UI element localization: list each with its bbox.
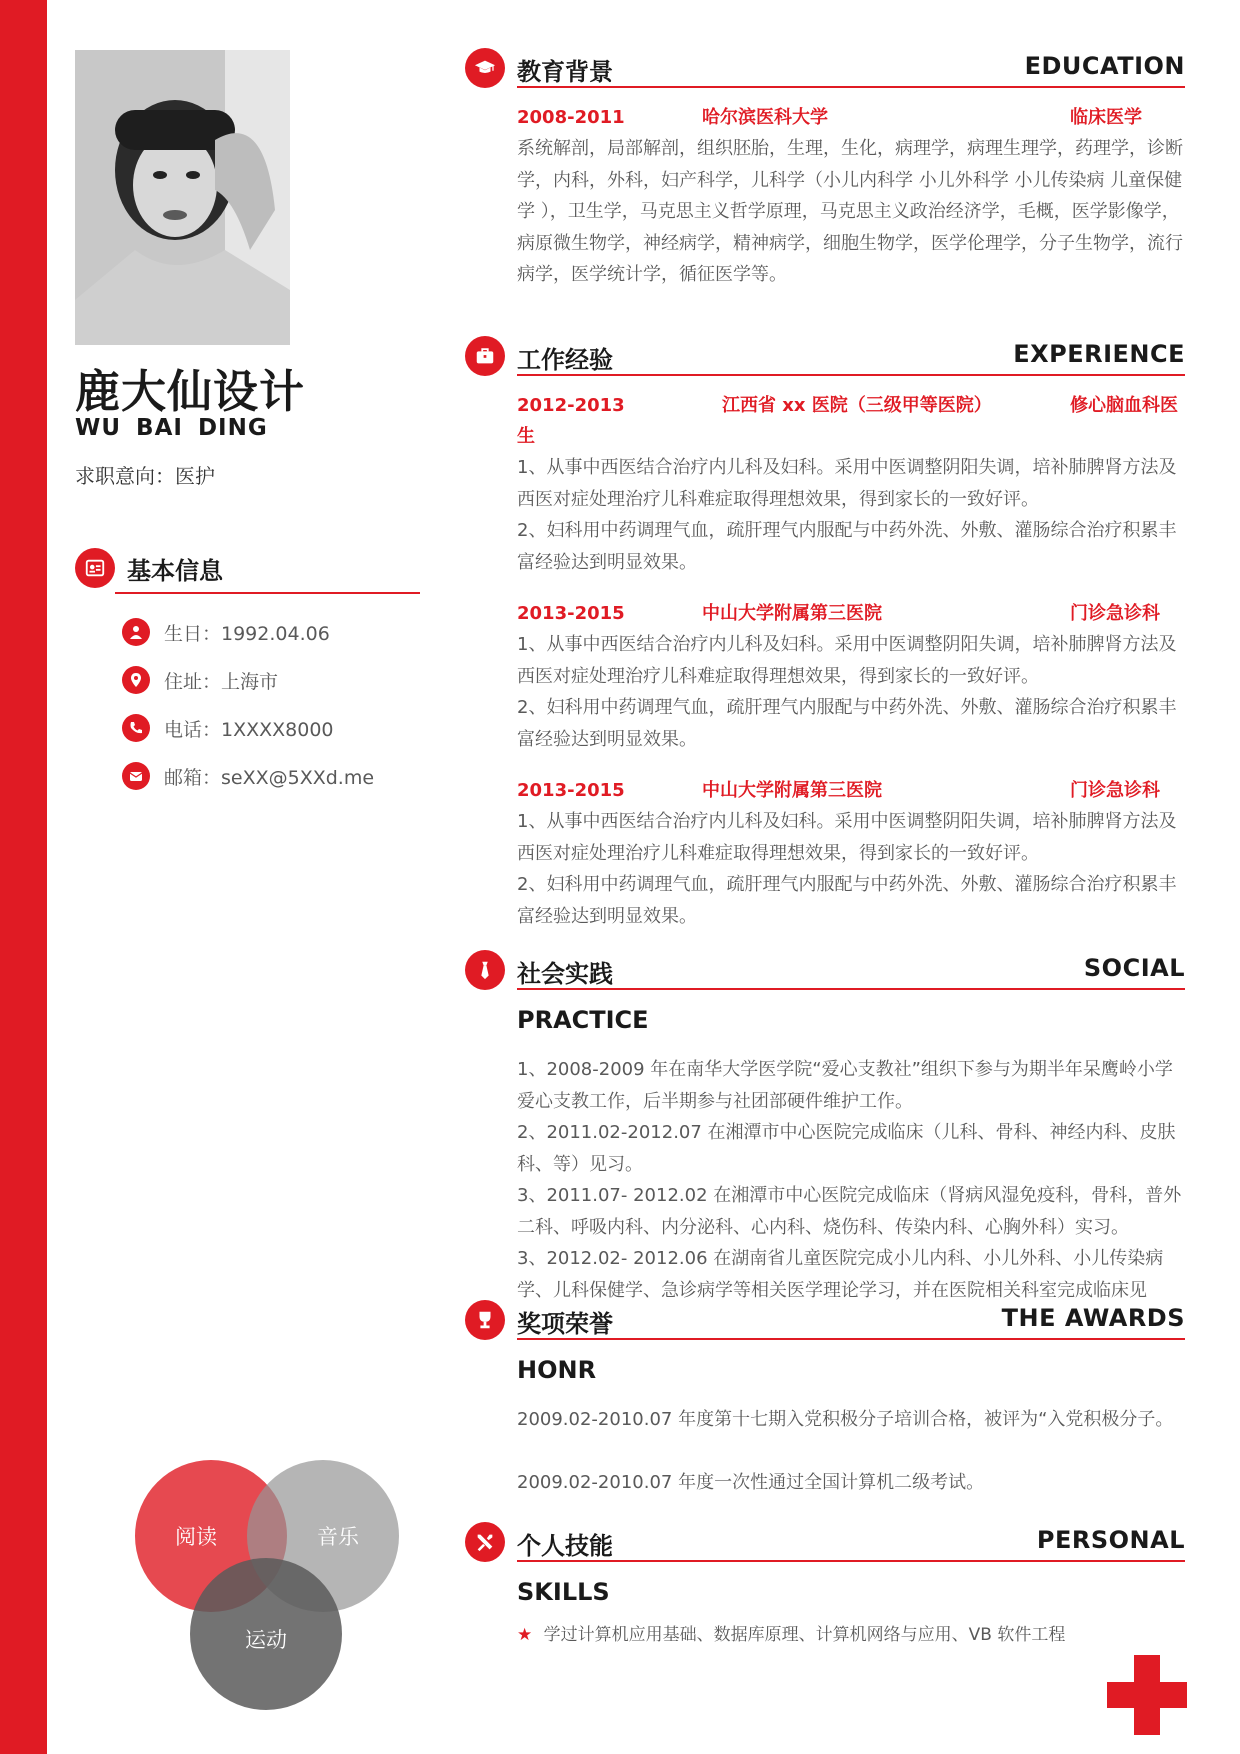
awards-underline <box>517 1338 1185 1340</box>
info-phone <box>122 704 374 752</box>
job-role: 门诊急诊科 <box>1070 780 1160 801</box>
star-icon: ★ <box>517 1625 533 1644</box>
education-underline <box>517 86 1185 88</box>
info-address <box>122 656 374 704</box>
graduation-cap-icon <box>465 48 505 88</box>
portrait-image <box>75 50 290 345</box>
education-title-en: EDUCATION <box>1024 52 1185 80</box>
job-item <box>465 390 1185 578</box>
info-phone-text: 电话：1XXXX8000 <box>164 718 334 741</box>
education-major: 临床医学 <box>1070 107 1142 128</box>
social-item: 2、2011.02-2012.07 在湘潭市中心医院完成临床（儿科、骨科、神经内科、皮肤科、等）见习。 <box>517 1122 1176 1175</box>
info-email <box>122 752 374 800</box>
info-email-text: 邮箱：seXX@5XXd.me <box>164 766 375 789</box>
experience-underline <box>517 374 1185 376</box>
skill-item <box>517 1620 1185 1644</box>
education-title: 教育背景 <box>517 58 613 86</box>
education-section <box>465 46 1185 291</box>
job-desc-1: 1、从事中西医结合治疗内儿科及妇科。采用中医调整阴阳失调，培补肺脾肾方法及西医对症处理治疗儿科难症取得理想效果，得到家长的一致好评。 <box>517 634 1177 687</box>
job-desc-2: 2、妇科用中药调理气血，疏肝理气内服配与中药外洗、外敷、灌肠综合治疗积累丰富经验达到明显效果。 <box>517 874 1177 927</box>
skills-title-en: PERSONAL <box>1036 1526 1185 1554</box>
mail-icon <box>122 762 150 790</box>
phone-icon <box>122 714 150 742</box>
id-card-icon <box>75 548 115 588</box>
education-school: 哈尔滨医科大学 <box>702 107 828 128</box>
basic-info-list <box>122 608 374 800</box>
awards-section <box>465 1298 1185 1498</box>
briefcase-icon <box>465 336 505 376</box>
experience-title-en: EXPERIENCE <box>1013 340 1185 368</box>
tools-icon <box>465 1522 505 1562</box>
profile-photo <box>75 50 290 345</box>
hobby-sports: 运动 <box>190 1558 342 1710</box>
job-role-line2: 生 <box>517 426 535 447</box>
social-section <box>465 948 1185 1306</box>
job-desc-1: 1、从事中西医结合治疗内儿科及妇科。采用中医调整阴阳失调，培补肺脾肾方法及西医对症处理治疗儿科难症取得理想效果，得到家长的一致好评。 <box>517 811 1177 864</box>
info-birthday-text: 生日：1992.04.06 <box>164 622 330 645</box>
skills-title-en-2: SKILLS <box>517 1578 610 1606</box>
profile-english-name: WU BAI DING <box>75 415 268 441</box>
left-accent-bar <box>0 0 47 1754</box>
social-item: 3、2011.07- 2012.02 在湘潭市中心医院完成临床（肾病风湿免疫科，骨科，普外二科、呼吸内科、内分泌科、心内科、烧伤科、传染内科、心胸外科）实习。 <box>517 1185 1182 1238</box>
skills-title: 个人技能 <box>517 1532 613 1560</box>
user-icon <box>122 618 150 646</box>
tie-icon <box>465 950 505 990</box>
job-header <box>517 775 1185 806</box>
awards-title: 奖项荣誉 <box>517 1310 613 1338</box>
basic-info-header <box>75 548 420 588</box>
social-title: 社会实践 <box>517 960 613 988</box>
job-header <box>517 390 1185 421</box>
social-item: 3、2012.02- 2012.06 在湖南省儿童医院完成小儿内科、小儿外科、小儿传染病学、儿科保健学、急诊病学等相关医学理论学习，并在医院相关科室完成临床见 <box>517 1248 1164 1301</box>
job-header <box>517 598 1185 629</box>
hobby-music: 音乐 <box>247 1460 399 1612</box>
info-birthday <box>122 608 374 656</box>
job-desc-1: 1、从事中西医结合治疗内儿科及妇科。采用中医调整阴阳失调，培补肺脾肾方法及西医对症处理治疗儿科难症取得理想效果，得到家长的一致好评。 <box>517 457 1177 510</box>
award-item: 2009.02-2010.07 年度一次性通过全国计算机二级考试。 <box>517 1471 985 1493</box>
medical-cross-icon <box>1107 1655 1187 1735</box>
hobbies-venn <box>135 1460 405 1710</box>
social-underline <box>517 988 1185 990</box>
job-intent: 求职意向：医护 <box>75 464 215 488</box>
social-title-en: SOCIAL <box>1083 954 1185 982</box>
education-courses: 系统解剖，局部解剖，组织胚胎，生理，生化，病理学，病理生理学，药理学，诊断学，内科，外科，妇产科学，儿科学（小儿内科学 小儿外科学 小儿传染病 儿童保健学 ），卫生学，马克思主义哲学原理，马克思主义政治经济学，毛概，医学影像学，病原微生物学，神经病学，精神病学，细胞生物学，医学伦理学，分子生物学，流行病学，医学统计学，循征医学等。 <box>517 138 1183 285</box>
social-title-en-2: PRACTICE <box>517 1006 649 1034</box>
job-role: 门诊急诊科 <box>1070 603 1160 624</box>
job-period: 2013-2015 <box>517 603 625 624</box>
job-org: 江西省 xx 医院（三级甲等医院） <box>722 395 992 416</box>
skills-section <box>465 1520 1185 1644</box>
location-icon <box>122 666 150 694</box>
profile-name: 鹿大仙设计 <box>75 365 306 418</box>
awards-title-en: THE AWARDS <box>1001 1304 1185 1332</box>
job-item <box>465 598 1185 755</box>
award-item: 2009.02-2010.07 年度第十七期入党积极分子培训合格，被评为“入党积极分子。 <box>517 1409 1174 1430</box>
job-role-line1: 修心脑血科医 <box>1070 395 1178 416</box>
job-period: 2012-2013 <box>517 395 625 416</box>
education-period: 2008-2011 <box>517 107 625 128</box>
job-item <box>465 775 1185 932</box>
skill-text: 学过计算机应用基础、数据库原理、计算机网络与应用、VB 软件工程 <box>543 1625 1066 1644</box>
basic-info-underline <box>115 592 420 594</box>
experience-title: 工作经验 <box>517 346 613 374</box>
job-period: 2013-2015 <box>517 780 625 801</box>
skills-underline <box>517 1560 1185 1562</box>
info-address-text: 住址：上海市 <box>164 670 279 693</box>
experience-section <box>465 334 1185 932</box>
awards-title-en-2: HONR <box>517 1356 597 1384</box>
trophy-icon <box>465 1300 505 1340</box>
education-row <box>517 102 1185 133</box>
hobby-reading: 阅读 <box>135 1460 287 1612</box>
job-desc-2: 2、妇科用中药调理气血，疏肝理气内服配与中药外洗、外敷、灌肠综合治疗积累丰富经验达到明显效果。 <box>517 697 1177 750</box>
job-org: 中山大学附属第三医院 <box>702 780 882 801</box>
job-desc-2: 2、妇科用中药调理气血，疏肝理气内服配与中药外洗、外敷、灌肠综合治疗积累丰富经验达到明显效果。 <box>517 520 1177 573</box>
basic-info-title: 基本信息 <box>127 556 223 585</box>
job-org: 中山大学附属第三医院 <box>702 603 882 624</box>
social-item: 1、2008-2009 年在南华大学医学院“爱心支教社”组织下参与为期半年呆鹰岭小学爱心支教工作，后半期参与社团部硬件维护工作。 <box>517 1059 1173 1112</box>
